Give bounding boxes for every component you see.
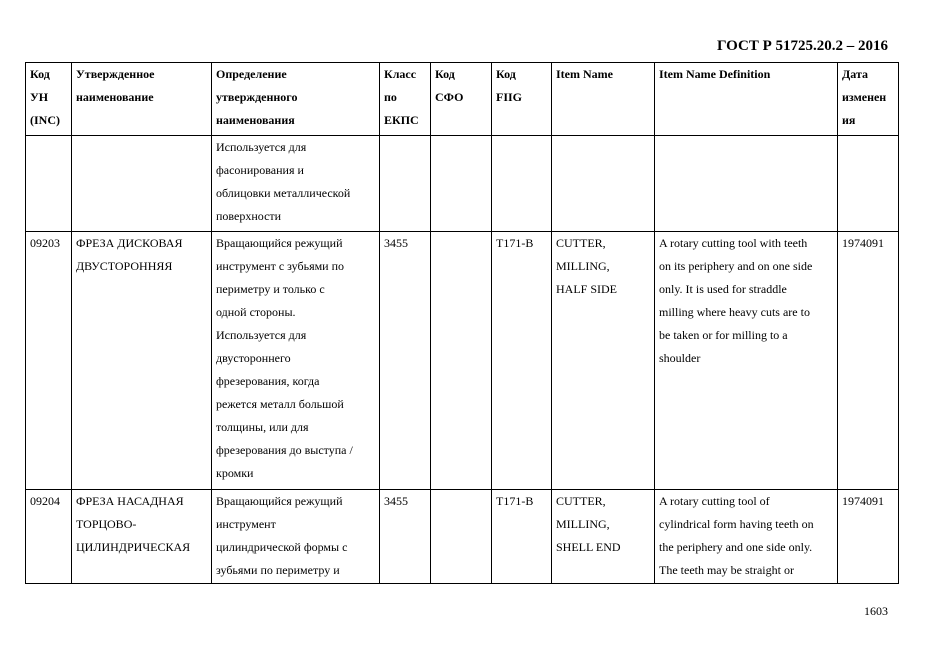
header-line: Утвержденное [76,67,155,81]
col-header-ekps-class [380,63,431,136]
cell-definition [212,490,380,584]
cell-line: одной стороны. [216,305,296,319]
cell-line: двустороннего [216,351,291,365]
cell-line: shoulder [659,351,701,365]
cell-change-date [838,136,899,232]
col-header-approved-name [72,63,212,136]
cell-line: зубьями по периметру и [216,563,340,577]
col-header-inc [26,63,72,136]
cell-line: SHELL END [556,540,621,554]
cell-line: cylindrical form having teeth on [659,517,814,531]
table-row [26,136,899,232]
cell-line: be taken or for milling to a [659,328,788,342]
cell-inc-code [26,136,72,232]
cell-item-name-definition [655,136,838,232]
cell-line: поверхности [216,209,282,223]
cell-line: CUTTER, [556,236,606,250]
cell-line: The teeth may be straight or [659,563,794,577]
cell-line: цилиндрической формы с [216,540,348,554]
cell-item-name-definition [655,490,838,584]
cell-line: толщины, или для [216,420,309,434]
col-header-change-date [838,63,899,136]
cell-definition [212,136,380,232]
cell-line: CUTTER, [556,494,606,508]
cell-line: фрезерования, когда [216,374,320,388]
header-line: изменен [842,90,887,104]
cell-line: режется металл большой [216,397,344,411]
cell-line: T171-B [496,236,534,250]
cell-line: on its periphery and on one side [659,259,813,273]
page-number: 1603 [864,604,888,618]
cell-approved-name [72,490,212,584]
cell-fiig-code [492,136,552,232]
cell-line: 3455 [384,236,408,250]
cell-line: ДВУСТОРОННЯЯ [76,259,173,273]
cell-sfo-code [431,232,492,490]
cell-line: 09204 [30,494,60,508]
cell-line: T171-B [496,494,534,508]
cell-line: A rotary cutting tool with teeth [659,236,808,250]
cell-fiig-code [492,232,552,490]
col-header-item-name-definition [655,63,838,136]
cell-approved-name [72,232,212,490]
cell-item-name [552,232,655,490]
header-line: Дата [842,67,868,81]
cell-inc-code [26,490,72,584]
col-header-fiig-code [492,63,552,136]
cell-item-name [552,490,655,584]
cell-line: milling where heavy cuts are to [659,305,810,319]
header-line: Код [435,67,455,81]
cell-fiig-code [492,490,552,584]
cell-line: периметру и только с [216,282,325,296]
cell-line: Вращающийся режущий [216,494,343,508]
header-line: по [384,90,397,104]
header-line: ия [842,113,856,127]
cell-line: the periphery and one side only. [659,540,813,554]
cell-line: Используется для [216,328,307,342]
header-line: Код [30,67,50,81]
header-line: (INC) [30,113,60,127]
cell-ekps-class [380,490,431,584]
classification-table [25,62,899,584]
cell-approved-name [72,136,212,232]
cell-line: 1974091 [842,236,884,250]
header-line: СФО [435,90,464,104]
cell-line: MILLING, [556,259,610,273]
cell-line: ФРЕЗА ДИСКОВАЯ [76,236,183,250]
document-header: ГОСТ Р 51725.20.2 – 2016 [716,38,888,54]
cell-change-date [838,232,899,490]
col-header-item-name [552,63,655,136]
header-line: ЕКПС [384,113,419,127]
cell-inc-code [26,232,72,490]
cell-line: 3455 [384,494,408,508]
table-row [26,490,899,584]
header-line: УН [30,90,49,104]
cell-ekps-class [380,232,431,490]
col-header-definition [212,63,380,136]
cell-line: фасонирования и [216,163,304,177]
header-line: Код [496,67,516,81]
col-header-sfo-code [431,63,492,136]
header-line: Класс [384,67,417,81]
cell-line: ФРЕЗА НАСАДНАЯ [76,494,184,508]
header-line: FIIG [496,90,523,104]
cell-ekps-class [380,136,431,232]
header-line: Item Name Definition [659,67,771,81]
cell-line: инструмент с зубьями по [216,259,345,273]
cell-line: HALF SIDE [556,282,618,296]
header-line: Item Name [556,67,613,81]
cell-line: Вращающийся режущий [216,236,343,250]
cell-line: A rotary cutting tool of [659,494,770,508]
cell-line: ТОРЦОВО- [76,517,137,531]
cell-line: кромки [216,466,254,480]
table-header-row [26,63,899,136]
cell-item-name [552,136,655,232]
header-line: наименования [216,113,295,127]
cell-line: MILLING, [556,517,610,531]
table-row [26,232,899,490]
header-line: утвержденного [216,90,298,104]
cell-line: 09203 [30,236,60,250]
cell-line: Используется для [216,140,307,154]
cell-line: ЦИЛИНДРИЧЕСКАЯ [76,540,191,554]
cell-change-date [838,490,899,584]
cell-line: only. It is used for straddle [659,282,787,296]
header-line: наименование [76,90,154,104]
cell-definition [212,232,380,490]
header-line: Определение [216,67,287,81]
cell-line: 1974091 [842,494,884,508]
cell-sfo-code [431,136,492,232]
cell-sfo-code [431,490,492,584]
cell-line: инструмент [216,517,276,531]
cell-line: облицовки металлической [216,186,351,200]
cell-item-name-definition [655,232,838,490]
cell-line: фрезерования до выступа / [216,443,353,457]
